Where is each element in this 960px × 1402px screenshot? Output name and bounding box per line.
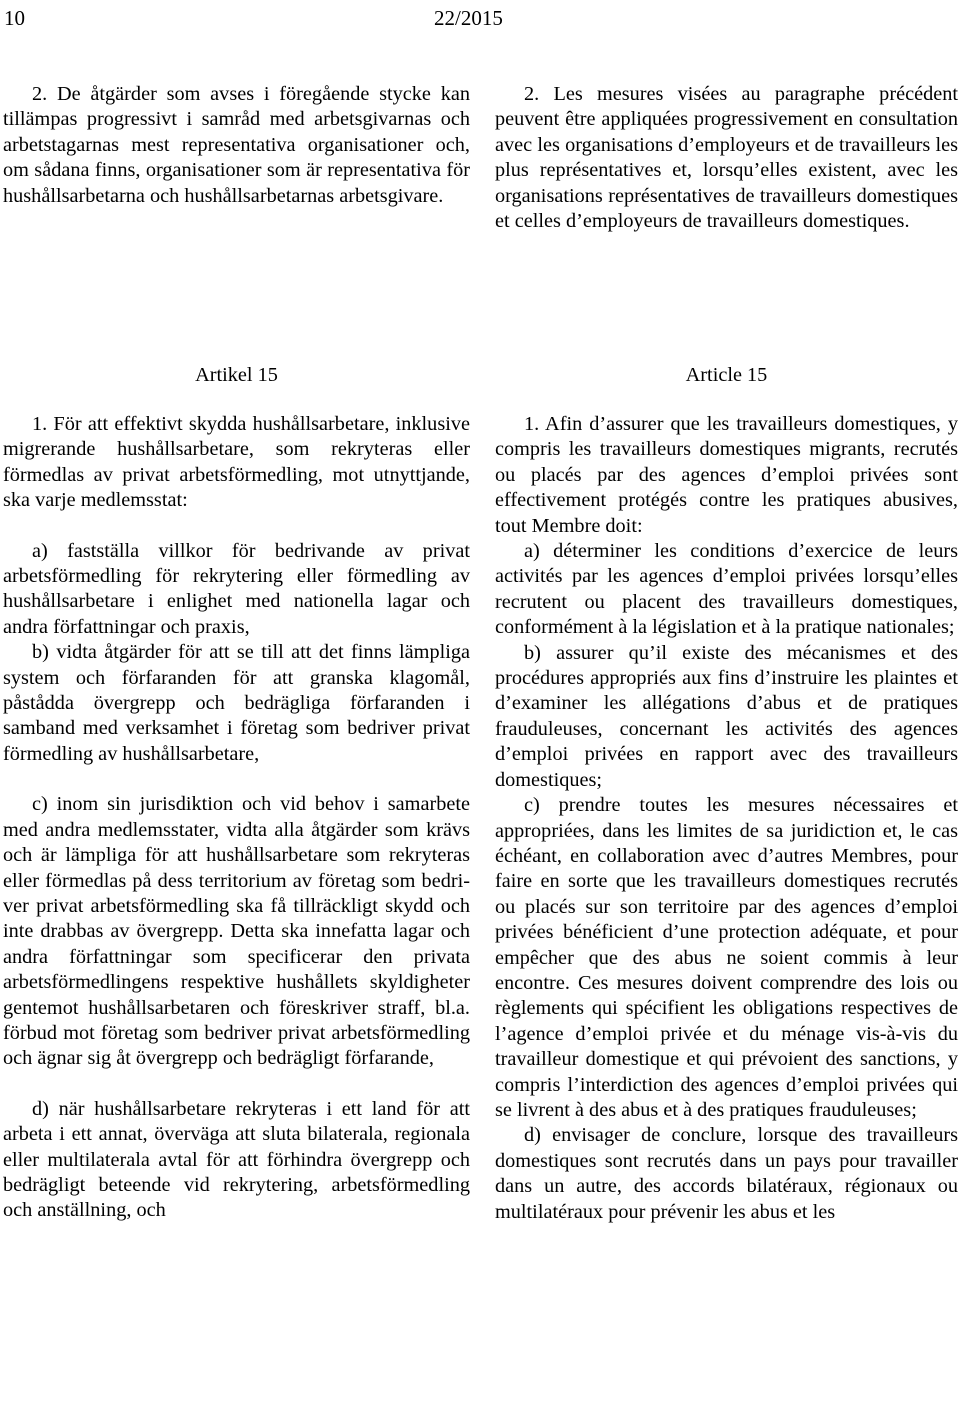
fr-art15-item-d: d) envisager de conclure, lorsque des travailleurs domestiques sont recrutés dans un pays pour travailler dans un autre, des accords bilatéraux, régionaux ou multilatéraux pour prévenir les abus et les <box>495 1124 958 1223</box>
sv-paragraph-2: 2. De åtgärder som avses i föregående stycke kan tillämpas progressivt i samråd med arbetsgivarnas och arbetstagarnas mest representativa organisationer och, om sådana finns, organisationer som är representativa för hushållsarbetarna och hushållsarbetarnas arbetsgivare. <box>3 83 470 207</box>
french-column-top <box>495 82 958 234</box>
issue-number: 22/2015 <box>434 6 503 30</box>
sv-art15-item-a: a) fastställa villkor för bedrivande av privat arbetsförmedling för rekrytering eller förmedling av hushållsarbetare i enlighet med nationella lagar och andra författningar och praxis, <box>3 539 470 638</box>
sv-article-heading: Artikel 15 <box>195 364 278 386</box>
fr-art15-item-b: b) assurer qu’il existe des mécanismes et des procédures appropriés aux fins d’instruire les plaintes et d’examiner les allégations d’abus et de pratiques frauduleuses, concernant les activités des agences d’emploi privées en rapport avec des travailleurs domestiques; <box>495 641 958 791</box>
sv-art15-paragraph-1: 1. För att effektivt skydda hushållsarbetare, inklusive migrerande hushållsarbetare, som rekryteras eller förmedlas av privat arbetsförmedling, mot utnyttjande, ska varje medlemsstat: <box>3 413 470 512</box>
french-column-article-15 <box>495 412 958 1225</box>
sv-art15-item-d: d) när hushållsarbetare rekryteras i ett land för att arbeta i ett annat, överväga att sluta bilaterala, regionala eller multilaterala avtal för att förhindra övergrepp och bedrägligt beteende vid rekrytering, arbetsförmedling och anställning, och <box>3 1097 470 1222</box>
page-header <box>0 2 960 32</box>
sv-art15-item-b: b) vidta åtgärder för att se till att det finns lämpliga system och förfaranden för att granska klagomål, påstådda övergrepp och bedrägliga förfaranden i samband med verksamhet i företag som bedriver privat förmedling av hushållsarbetare, <box>3 641 470 765</box>
page-number: 10 <box>4 6 25 30</box>
fr-art15-item-a: a) déterminer les conditions d’exercice de leurs activités par les agences d’emploi privées lorsqu’elles recrutent ou placent des travailleurs domestiques, conformément à la législation et à la pratique nationales; <box>495 540 958 639</box>
fr-art15-item-c: c) prendre toutes les mesures nécessaires et appropriées, dans les limites de sa juridiction et, le cas échéant, en collaboration avec d’autres Membres, pour faire en sorte que les travailleurs domestiques recrutés ou placés sur son territoire par des agences d’emploi privées bénéficient d’une protection adéquate, et pour empêcher que des abus ne soient commis à leur encontre. Ces mesures doivent comprendre des lois ou règlements qui spécifient les obligations respectives de l’agence d’emploi privée et du ménage vis-à-vis du travailleur domestique et qui prévoient des sanctions, y compris l’interdiction des agences d’emploi privées qui se livrent à des abus et à des pratiques frauduleuses; <box>495 794 958 1121</box>
fr-paragraph-2: 2. Les mesures visées au paragraphe précédent peuvent être appliquées progressivement en consultation avec les organisations d’employeurs et de travailleurs les plus représentatives et, lorsqu’elles existent, avec les organisations représentatives de travailleurs domestiques et celles d’employeurs de travailleurs domestiques. <box>495 83 958 233</box>
fr-article-heading: Article 15 <box>685 364 768 386</box>
swedish-column-article-15 <box>3 412 470 1224</box>
fr-art15-paragraph-1: 1. Afin d’assurer que les travailleurs domestiques, y compris les travailleurs domestiques migrants, recrutés ou placés par des agences d’emploi privées sont effectivement protégés contre les pratiques abusives, tout Membre doit: <box>495 413 958 537</box>
sv-art15-item-c: c) inom sin jurisdiktion och vid behov i samarbete med andra medlemsstater, vidta alla åtgärder som krävs och är lämpliga för att hushållsarbetare som rekryteras eller förmedlas på dess territorium av företag som bedriver privat arbetsförmedling ska få tillräckligt skydd och inte drabbas av övergrepp. Detta ska innefatta lagar och andra författningar som specificerar den privata arbetsförmedlingens respektive hushållets skyldigheter gentemot hushållsarbetaren och föreskriver straff, bl.a. förbud mot företag som bedriver privat arbetsförmedling och ägnar sig åt övergrepp och bedrägligt förfarande, <box>3 793 470 1070</box>
swedish-column-top <box>3 82 470 209</box>
